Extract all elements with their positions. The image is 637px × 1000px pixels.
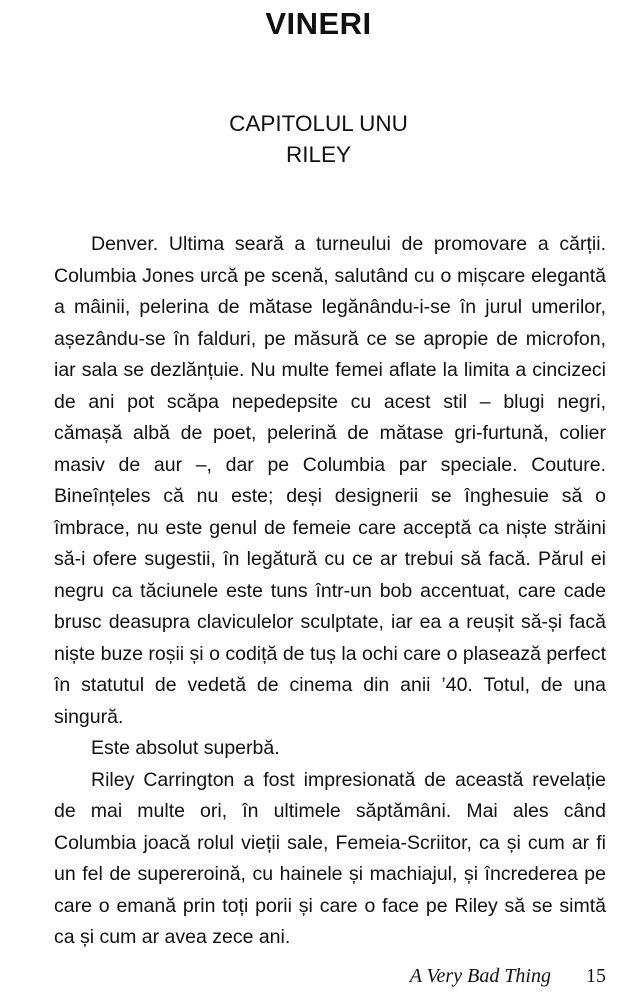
running-book-title: A Very Bad Thing [409, 965, 551, 987]
paragraph: Este absolut superbă. [91, 737, 280, 759]
part-title: VINERI [265, 6, 372, 41]
chapter-heading [0, 108, 637, 170]
chapter-label: CAPITOLUL UNU [229, 111, 408, 136]
page-number: 15 [586, 965, 606, 987]
chapter-body [54, 229, 606, 954]
paragraph: Denver. Ultima seară a turneului de promovare a cărții. Columbia Jones urcă pe scenă, salutând cu o mișcare elegantă a mâinii, pelerina de mătase legănându-i-se în jurul umerilor, așezându-se în falduri, pe măsură ce se apropie de microfon, iar sala se dezlănțuie. Nu multe femei aflate la limita a cincizeci de ani pot scăpa nepedepsite cu acest stil – blugi negri, cămașă albă de poet, pelerină de mătase gri-furtună, colier masiv de aur –, dar pe Columbia par speciale. Couture. Bineînțeles că nu este; deși designerii se înghesuie să o îmbrace, nu este genul de femeie care acceptă ca niște străini să-i ofere sugestii, în legătură cu ce ar trebui să facă. Părul ei negru ca tăciunele este tuns într-un bob accentuat, care cade brusc deasupra claviculelor sculptate, iar ea a reușit să-și facă niște buze roșii și o codiță de tuș la ochi care o plasează perfect în statutul de vedetă de cinema din anii ’40. Totul, de una singură. [54, 233, 606, 728]
running-footer [410, 965, 606, 988]
paragraph: Riley Carrington a fost impresionată de această revelație de mai multe ori, în ultimele săptămâni. Mai ales când Columbia joacă rolul vieții sale, Femeia-Scriitor, ca și cum ar fi un fel de supereroină, cu hainele și machiajul, și încrederea pe care o emană prin toți porii și care o face pe Riley să se simtă ca și cum ar avea zece ani. [54, 768, 606, 948]
chapter-name: RILEY [285, 142, 352, 167]
